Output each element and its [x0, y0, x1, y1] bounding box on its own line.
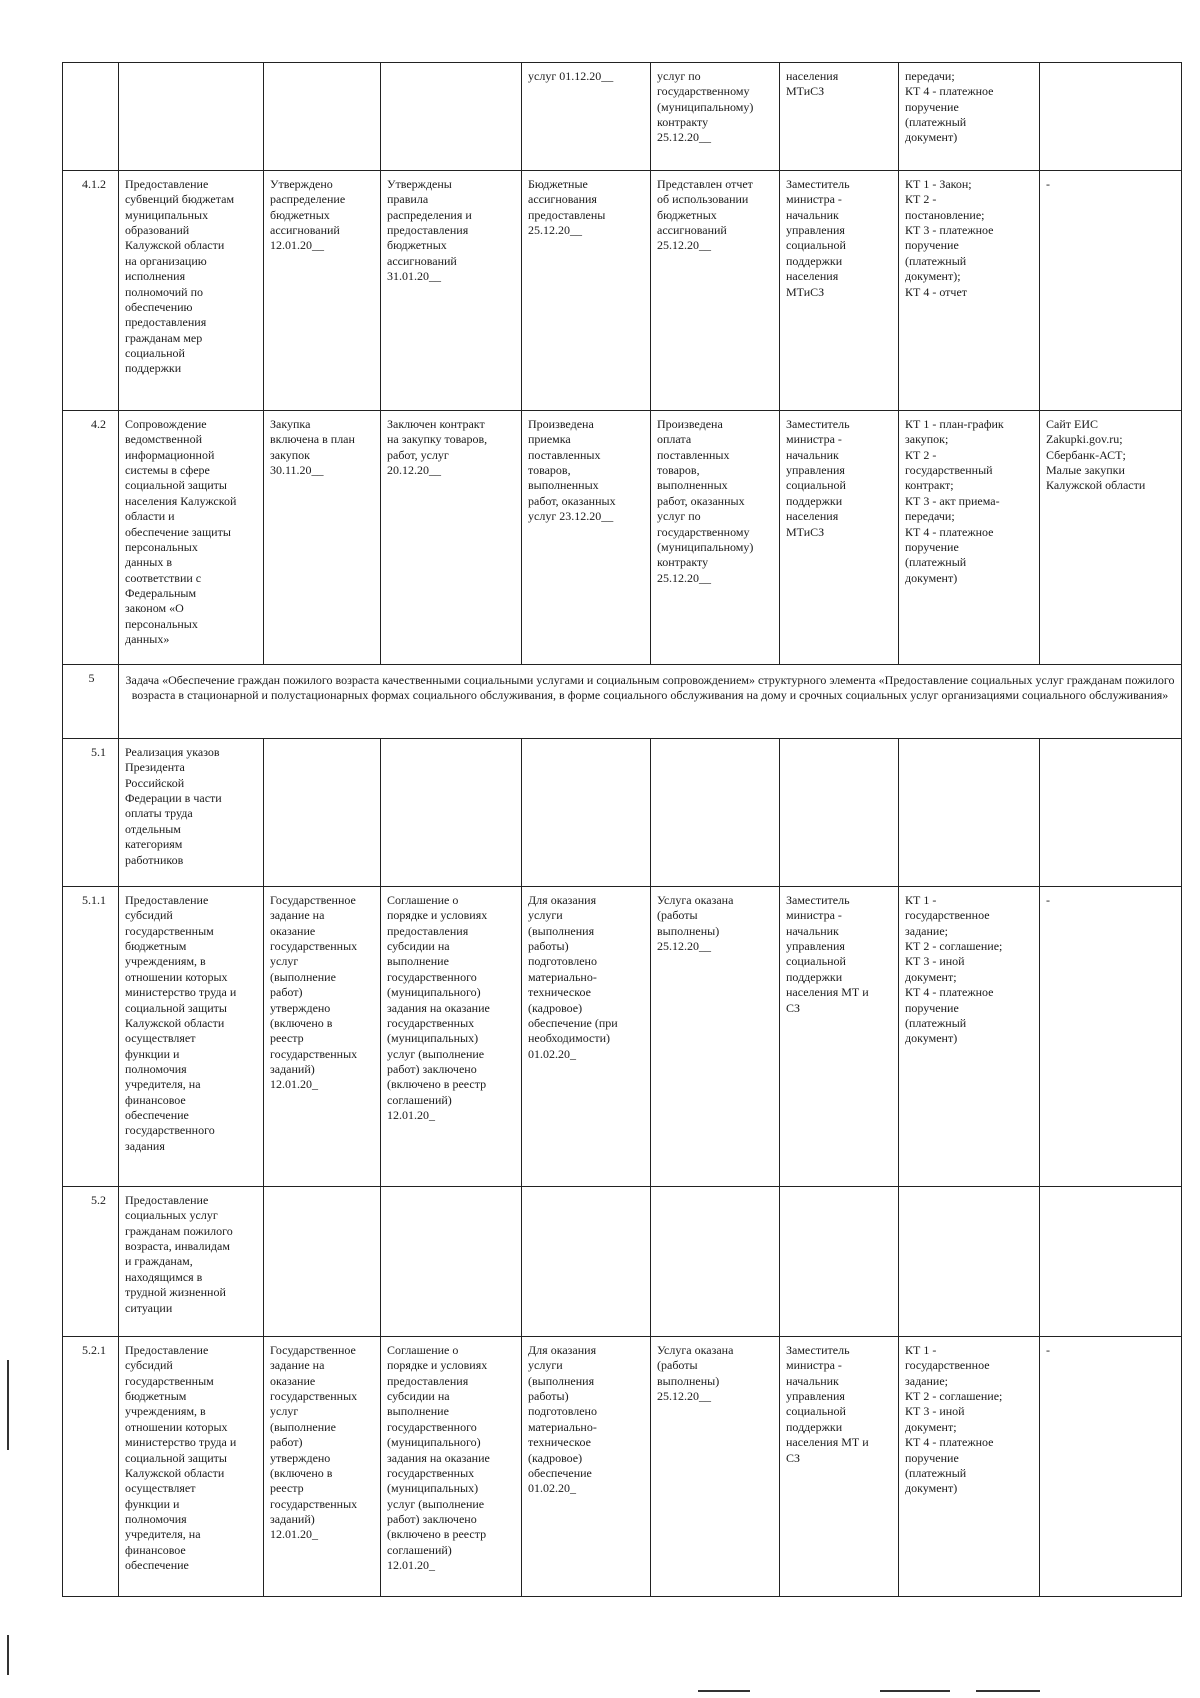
- event-name: Сопровождение ведомственной информационной системы в сфере социальной защиты населения Калужской области и обеспечение защиты персональных данных в соответствии с Федеральным законом «О персональных данных»: [119, 411, 264, 665]
- table-row: [63, 411, 1182, 665]
- control-point-2: Соглашение о порядке и условиях предоставления субсидии на выполнение государственного (муниципального) задания на оказание государственных (муниципальных) услуг (выполнение работ) заключено (включено в реестр соглашений) 12.01.20_: [381, 1337, 522, 1597]
- supporting-documents: КТ 1 - план-график закупок; КТ 2 - государственный контракт; КТ 3 - акт приема- передачи; КТ 4 - платежное поручение (платежный документ): [899, 411, 1040, 665]
- responsible-person: Заместитель министра - начальник управления социальной поддержки населения МТ и СЗ: [780, 1337, 899, 1597]
- table-row: [63, 739, 1182, 887]
- info-system: [1040, 63, 1182, 171]
- scan-margin-mark: [7, 1360, 9, 1450]
- responsible-person: Заместитель министра - начальник управления социальной поддержки населения МТ и СЗ: [780, 887, 899, 1187]
- task-row: [63, 665, 1182, 739]
- control-point-3: Бюджетные ассигнования предоставлены 25.12.20__: [522, 171, 651, 411]
- plan-table-body: [63, 63, 1182, 1597]
- table-row: [63, 887, 1182, 1187]
- supporting-documents: КТ 1 - государственное задание; КТ 2 - соглашение; КТ 3 - иной документ; КТ 4 - платежное поручение (платежный документ): [899, 1337, 1040, 1597]
- control-point-3: услуг 01.12.20__: [522, 63, 651, 171]
- event-name: [119, 63, 264, 171]
- scan-footer-mark: [976, 1690, 1040, 1692]
- control-point-1: [264, 739, 381, 887]
- event-name: Реализация указов Президента Российской Федерации в части оплаты труда отдельным категориям работников: [119, 739, 264, 887]
- info-system: -: [1040, 887, 1182, 1187]
- scan-margin-mark: [7, 1635, 9, 1675]
- control-point-1: Утверждено распределение бюджетных ассигнований 12.01.20__: [264, 171, 381, 411]
- event-name: Предоставление социальных услуг гражданам пожилого возраста, инвалидам и гражданам, находящимся в трудной жизненной ситуации: [119, 1187, 264, 1337]
- event-name: Предоставление субсидий государственным бюджетным учреждениям, в отношении которых министерство труда и социальной защиты Калужской области осуществляет функции и полномочия учредителя, на финансовое обеспечение: [119, 1337, 264, 1597]
- row-number: 5.2.1: [63, 1337, 119, 1597]
- control-point-1: Государственное задание на оказание государственных услуг (выполнение работ) утверждено (включено в реестр государственных заданий) 12.01.20_: [264, 1337, 381, 1597]
- control-point-3: Произведена приемка поставленных товаров, выполненных работ, оказанных услуг 23.12.20__: [522, 411, 651, 665]
- control-point-2: Заключен контракт на закупку товаров, работ, услуг 20.12.20__: [381, 411, 522, 665]
- control-point-3: [522, 739, 651, 887]
- task-number: 5: [63, 665, 119, 739]
- table-row: [63, 171, 1182, 411]
- control-point-4: Произведена оплата поставленных товаров, выполненных работ, оказанных услуг по государственному (муниципальному) контракту 25.12.20__: [651, 411, 780, 665]
- row-number: 5.1: [63, 739, 119, 887]
- scan-footer-mark: [880, 1690, 950, 1692]
- row-number: 5.1.1: [63, 887, 119, 1187]
- responsible-person: Заместитель министра - начальник управления социальной поддержки населения МТиСЗ: [780, 411, 899, 665]
- supporting-documents: КТ 1 - Закон; КТ 2 - постановление; КТ 3 - платежное поручение (платежный документ); КТ 4 - отчет: [899, 171, 1040, 411]
- control-point-2: Соглашение о порядке и условиях предоставления субсидии на выполнение государственного (муниципального) задания на оказание государственных (муниципальных) услуг (выполнение работ) заключено (включено в реестр соглашений) 12.01.20_: [381, 887, 522, 1187]
- control-point-4: Услуга оказана (работы выполнены) 25.12.20__: [651, 1337, 780, 1597]
- control-point-2: [381, 1187, 522, 1337]
- control-point-1: [264, 1187, 381, 1337]
- control-point-1: Закупка включена в план закупок 30.11.20__: [264, 411, 381, 665]
- table-row: [63, 63, 1182, 171]
- row-number: [63, 63, 119, 171]
- control-point-4: Услуга оказана (работы выполнены) 25.12.20__: [651, 887, 780, 1187]
- table-row: [63, 1337, 1182, 1597]
- control-point-1: Государственное задание на оказание государственных услуг (выполнение работ) утверждено (включено в реестр государственных заданий) 12.01.20_: [264, 887, 381, 1187]
- control-point-2: [381, 739, 522, 887]
- supporting-documents: передачи; КТ 4 - платежное поручение (платежный документ): [899, 63, 1040, 171]
- info-system: [1040, 1187, 1182, 1337]
- row-number: 4.2: [63, 411, 119, 665]
- supporting-documents: [899, 1187, 1040, 1337]
- responsible-person: [780, 1187, 899, 1337]
- control-point-4: [651, 1187, 780, 1337]
- info-system: -: [1040, 1337, 1182, 1597]
- supporting-documents: [899, 739, 1040, 887]
- control-point-2: [381, 63, 522, 171]
- info-system: [1040, 739, 1182, 887]
- control-point-3: Для оказания услуги (выполнения работы) подготовлено материально- техническое (кадровое) обеспечение (при необходимости) 01.02.20_: [522, 887, 651, 1187]
- control-point-2: Утверждены правила распределения и предоставления бюджетных ассигнований 31.01.20__: [381, 171, 522, 411]
- responsible-person: [780, 739, 899, 887]
- control-point-3: [522, 1187, 651, 1337]
- supporting-documents: КТ 1 - государственное задание; КТ 2 - соглашение; КТ 3 - иной документ; КТ 4 - платежное поручение (платежный документ): [899, 887, 1040, 1187]
- row-number: 4.1.2: [63, 171, 119, 411]
- info-system: Сайт ЕИС Zakupki.gov.ru; Сбербанк-АСТ; Малые закупки Калужской области: [1040, 411, 1182, 665]
- control-point-4: услуг по государственному (муниципальному) контракту 25.12.20__: [651, 63, 780, 171]
- control-point-4: Представлен отчет об использовании бюджетных ассигнований 25.12.20__: [651, 171, 780, 411]
- control-point-1: [264, 63, 381, 171]
- responsible-person: Заместитель министра - начальник управления социальной поддержки населения МТиСЗ: [780, 171, 899, 411]
- row-number: 5.2: [63, 1187, 119, 1337]
- table-row: [63, 1187, 1182, 1337]
- event-name: Предоставление субвенций бюджетам муниципальных образований Калужской области на организацию исполнения полномочий по обеспечению предоставления гражданам мер социальной поддержки: [119, 171, 264, 411]
- control-point-4: [651, 739, 780, 887]
- event-name: Предоставление субсидий государственным бюджетным учреждениям, в отношении которых министерство труда и социальной защиты Калужской области осуществляет функции и полномочия учредителя, на финансовое обеспечение государственного задания: [119, 887, 264, 1187]
- scan-footer-mark: [698, 1690, 750, 1692]
- plan-table: [62, 62, 1182, 1597]
- responsible-person: населения МТиСЗ: [780, 63, 899, 171]
- control-point-3: Для оказания услуги (выполнения работы) подготовлено материально- техническое (кадровое) обеспечение 01.02.20_: [522, 1337, 651, 1597]
- info-system: -: [1040, 171, 1182, 411]
- task-description: Задача «Обеспечение граждан пожилого возраста качественными социальными услугами и социальным сопровождением» структурного элемента «Предоставление социальных услуг гражданам пожилого возраста в стационарной и полустационарных формах социального обслуживания, в форме социального обслуживания на дому и срочных социальных услуг организациями социального обслуживания»: [119, 665, 1182, 739]
